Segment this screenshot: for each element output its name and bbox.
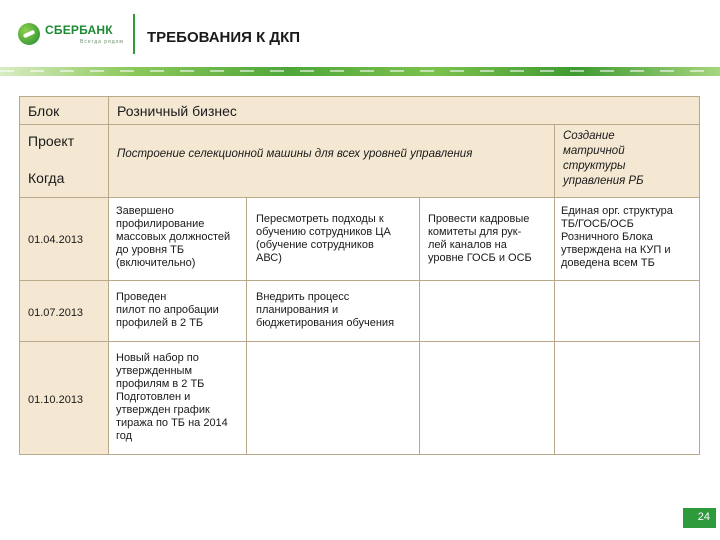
label-cell-block bbox=[20, 97, 109, 125]
row1-col4 bbox=[555, 198, 700, 281]
project-description: Построение селекционной машины для всех уровней управления bbox=[117, 148, 473, 160]
row2-col2-text: Внедрить процесс планирования и бюджетирования обучения bbox=[256, 291, 395, 329]
row1-col2-text: Пересмотреть подходы к обучению сотрудников ЦА (обучение сотрудников АВС) bbox=[256, 213, 391, 264]
page-number-badge bbox=[683, 508, 716, 528]
row3-col2 bbox=[247, 342, 420, 455]
page-number: 24 bbox=[697, 511, 710, 523]
label-project: Проект bbox=[28, 133, 75, 149]
sberbank-logo bbox=[18, 20, 130, 50]
slide-title: ТРЕБОВАНИЯ К ДКП bbox=[147, 29, 301, 46]
date-cell-1 bbox=[20, 198, 109, 281]
date-1: 01.04.2013 bbox=[28, 234, 84, 246]
row2-col4 bbox=[555, 281, 700, 342]
label-when: Когда bbox=[28, 170, 65, 186]
label-block: Блок bbox=[28, 103, 60, 119]
row2-col1-text: Проведен пилот по апробации профилей в 2 ТБ bbox=[116, 291, 219, 329]
row3-col4 bbox=[555, 342, 700, 455]
sberbank-leaf-icon bbox=[18, 23, 40, 45]
date-cell-2 bbox=[20, 281, 109, 342]
row3-col1 bbox=[109, 342, 247, 455]
row2-col2 bbox=[247, 281, 420, 342]
row1-col4-text: Единая орг. структура ТБ/ГОСБ/ОСБ Розничного Блока утверждена на КУП и доведена всем ТБ bbox=[561, 205, 673, 269]
project-cell-main bbox=[109, 125, 555, 198]
value-block: Розничный бизнес bbox=[117, 103, 237, 119]
row3-col1-text: Новый набор по утвержденным профилям в 2 ТБ Подготовлен и утвержден график тиража по ТБ на 2014 год bbox=[116, 352, 228, 442]
date-3: 01.10.2013 bbox=[28, 394, 84, 406]
decorative-green-band bbox=[0, 67, 720, 76]
requirements-table bbox=[19, 96, 700, 455]
row1-col1-text: Завершено профилирование массовых должностей до уровня ТБ (включительно) bbox=[116, 205, 231, 269]
logo-name: СБЕРБАНК bbox=[45, 23, 113, 37]
row1-col3 bbox=[420, 198, 555, 281]
header-divider bbox=[133, 14, 135, 54]
row2-col3 bbox=[420, 281, 555, 342]
row1-col1 bbox=[109, 198, 247, 281]
date-cell-3 bbox=[20, 342, 109, 455]
row3-col3 bbox=[420, 342, 555, 455]
row1-col2 bbox=[247, 198, 420, 281]
project-cell-matrix bbox=[555, 125, 700, 198]
logo-tagline: Всегда рядом bbox=[80, 39, 124, 45]
label-cell-project-when bbox=[20, 125, 109, 198]
project-matrix-text: Создание матричной структуры управления РБ bbox=[563, 130, 644, 187]
value-cell-block bbox=[109, 97, 700, 125]
date-2: 01.07.2013 bbox=[28, 307, 84, 319]
row2-col1 bbox=[109, 281, 247, 342]
row1-col3-text: Провести кадровые комитеты для рук- лей каналов на уровне ГОСБ и ОСБ bbox=[428, 213, 532, 264]
